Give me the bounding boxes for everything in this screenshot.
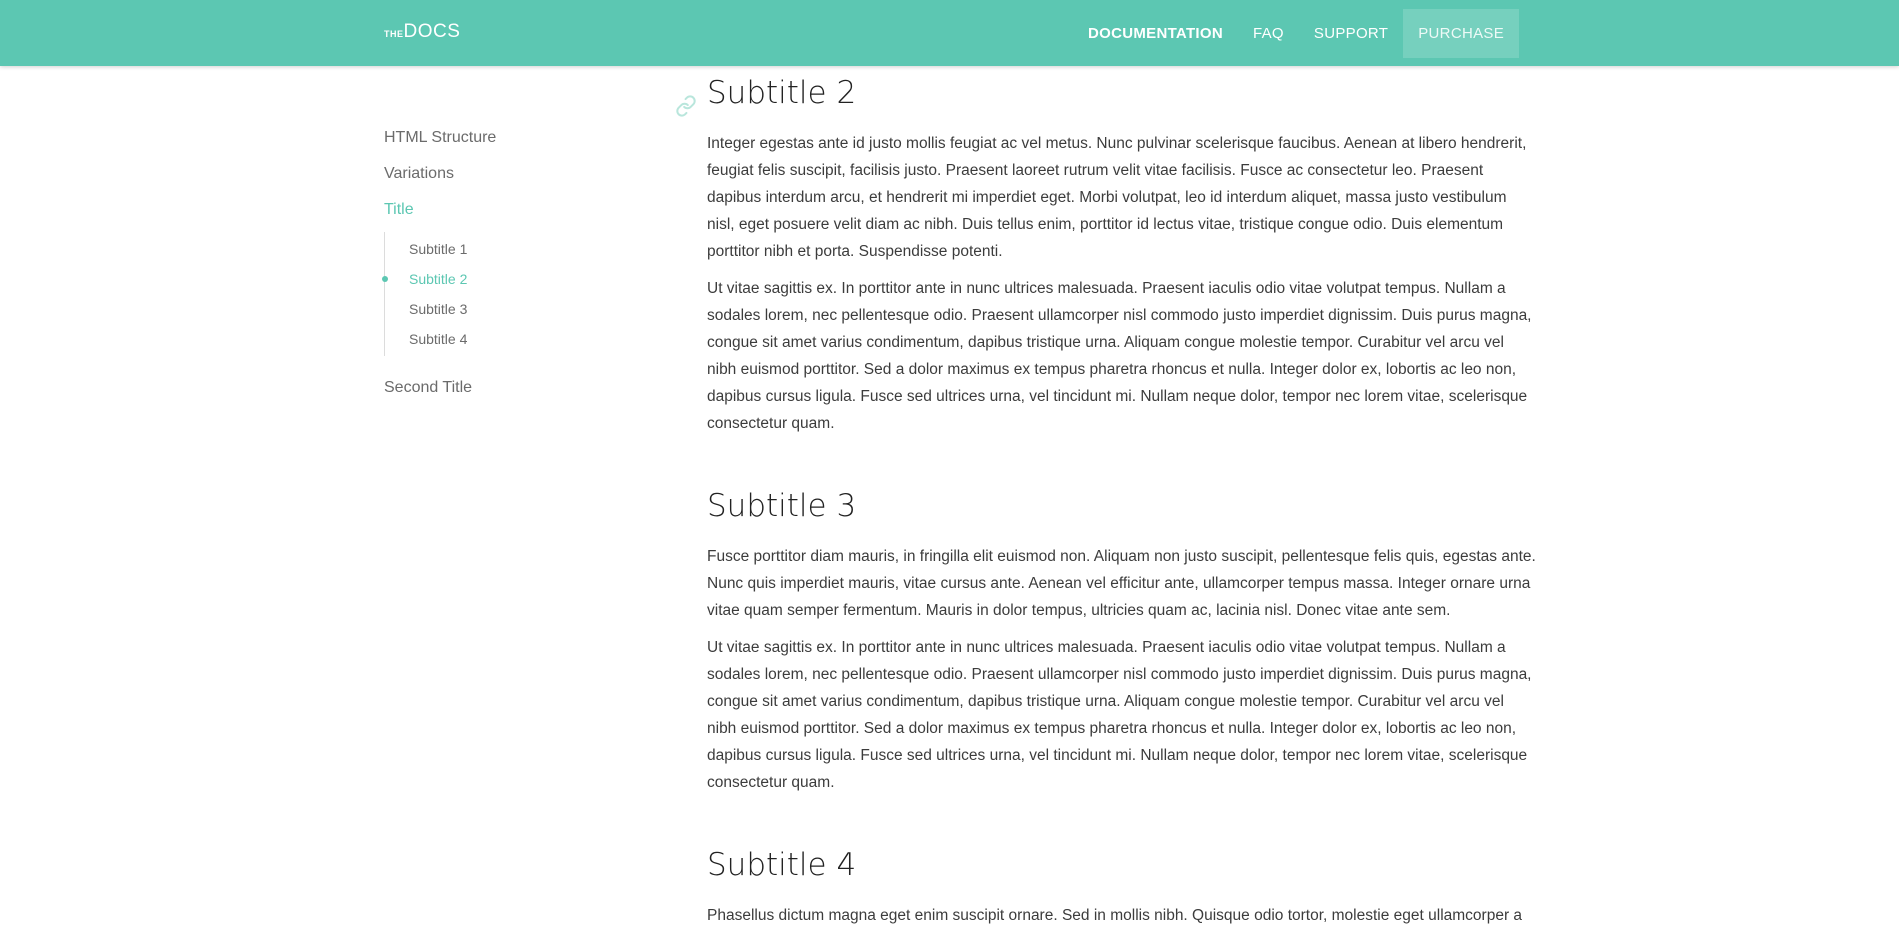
section-title-subtitle-3: Subtitle 3 bbox=[707, 488, 857, 524]
nav-faq[interactable]: FAQ bbox=[1252, 25, 1284, 42]
active-indicator-dot bbox=[382, 276, 388, 282]
sidebar-subitem-subtitle-2[interactable] bbox=[385, 264, 684, 294]
section-title-subtitle-4: Subtitle 4 bbox=[707, 847, 857, 883]
sidebar-subitem-subtitle-4[interactable]: Subtitle 4 bbox=[409, 331, 468, 347]
top-navbar bbox=[0, 0, 1899, 66]
section-title-text: Subtitle 2 bbox=[707, 75, 857, 111]
logo[interactable] bbox=[384, 21, 460, 43]
section-title-subtitle-2 bbox=[707, 68, 1537, 118]
sidebar-item-title[interactable]: Title bbox=[384, 201, 414, 218]
nav-support[interactable]: SUPPORT bbox=[1313, 25, 1389, 42]
sidebar-subitem-label: Subtitle 2 bbox=[409, 271, 468, 287]
paragraph: Ut vitae sagittis ex. In porttitor ante in nunc ultrices malesuada. Praesent iaculis odio vitae volutpat tempus. Nullam a sodales lorem, nec pellentesque odio. Praesent ullamcorper nisl commodo justo imperdiet dignissim. Duis purus magna, congue sit amet varius condimentum, dapibus tristique urna. Aliquam congue molestie tempor. Curabitur vel arcu vel nibh euismod porttitor. Sed a dolor maximus ex tempus pharetra rhoncus et nulla. Integer dolor ex, lobortis ac leo non, dapibus cursus ligula. Fusce sed ultrices urna, vel tincidunt mi. Nullam neque dolor, tempor nec lorem vitae, scelerisque consectetur quam. bbox=[707, 639, 1532, 791]
sidebar-item-second-title[interactable]: Second Title bbox=[384, 379, 473, 396]
sidebar-item-html-structure[interactable]: HTML Structure bbox=[384, 129, 497, 146]
paragraph: Ut vitae sagittis ex. In porttitor ante in nunc ultrices malesuada. Praesent iaculis odio vitae volutpat tempus. Nullam a sodales lorem, nec pellentesque odio. Praesent ullamcorper nisl commodo justo imperdiet dignissim. Duis purus magna, congue sit amet varius condimentum, dapibus tristique urna. Aliquam congue molestie tempor. Curabitur vel arcu vel nibh euismod porttitor. Sed a dolor maximus ex tempus pharetra rhoncus et nulla. Integer dolor ex, lobortis ac leo non, dapibus cursus ligula. Fusce sed ultrices urna, vel tincidunt mi. Nullam neque dolor, tempor nec lorem vitae, scelerisque consectetur quam. bbox=[707, 280, 1532, 432]
paragraph: Fusce porttitor diam mauris, in fringilla elit euismod non. Aliquam non justo suscipit, pellentesque felis quis, egestas ante. Nunc quis imperdiet mauris, vitae cursus ante. Aenean vel efficitur ante, ullamcorper tempus massa. Integer ornare urna vitae quam semper fermentum. Mauris in dolor tempus, ultricies quam ac, lacinia nisl. Donec vitae ante sem. bbox=[707, 548, 1536, 619]
logo-prefix: THE bbox=[384, 29, 404, 39]
sidebar-toc bbox=[384, 124, 684, 410]
sidebar-subitem-subtitle-1[interactable]: Subtitle 1 bbox=[409, 241, 468, 257]
paragraph: Phasellus dictum magna eget enim suscipit ornare. Sed in mollis nibh. Quisque odio tortor, molestie eget ullamcorper a bbox=[707, 907, 1523, 924]
main-nav bbox=[1073, 9, 1519, 58]
nav-purchase-button[interactable]: PURCHASE bbox=[1403, 9, 1519, 58]
link-anchor-icon[interactable] bbox=[675, 82, 697, 104]
paragraph: Integer egestas ante id justo mollis feugiat ac vel metus. Nunc pulvinar scelerisque faucibus. Aenean at libero hendrerit, feugiat felis suscipit, facilisis justo. Praesent laoreet rutrum velit vitae facilisis. Fusce ac consectetur leo. Praesent dapibus interdum arcu, et hendrerit mi imperdiet eget. Morbi volutpat, leo id interdum aliquet, massa justo vestibulum nisl, eget posuere velit diam ac nibh. Duis tellus enim, porttitor id lectus vitae, tristique congue odio. Duis elementum porttitor nibh et porta. Suspendisse potenti. bbox=[707, 135, 1527, 260]
nav-documentation[interactable]: DOCUMENTATION bbox=[1087, 25, 1223, 42]
logo-text: DOCS bbox=[403, 21, 461, 42]
sidebar-subitem-subtitle-3[interactable]: Subtitle 3 bbox=[409, 301, 468, 317]
main-content bbox=[707, 66, 1537, 929]
sidebar-item-variations[interactable]: Variations bbox=[384, 165, 454, 182]
sidebar-sublist bbox=[384, 232, 684, 356]
